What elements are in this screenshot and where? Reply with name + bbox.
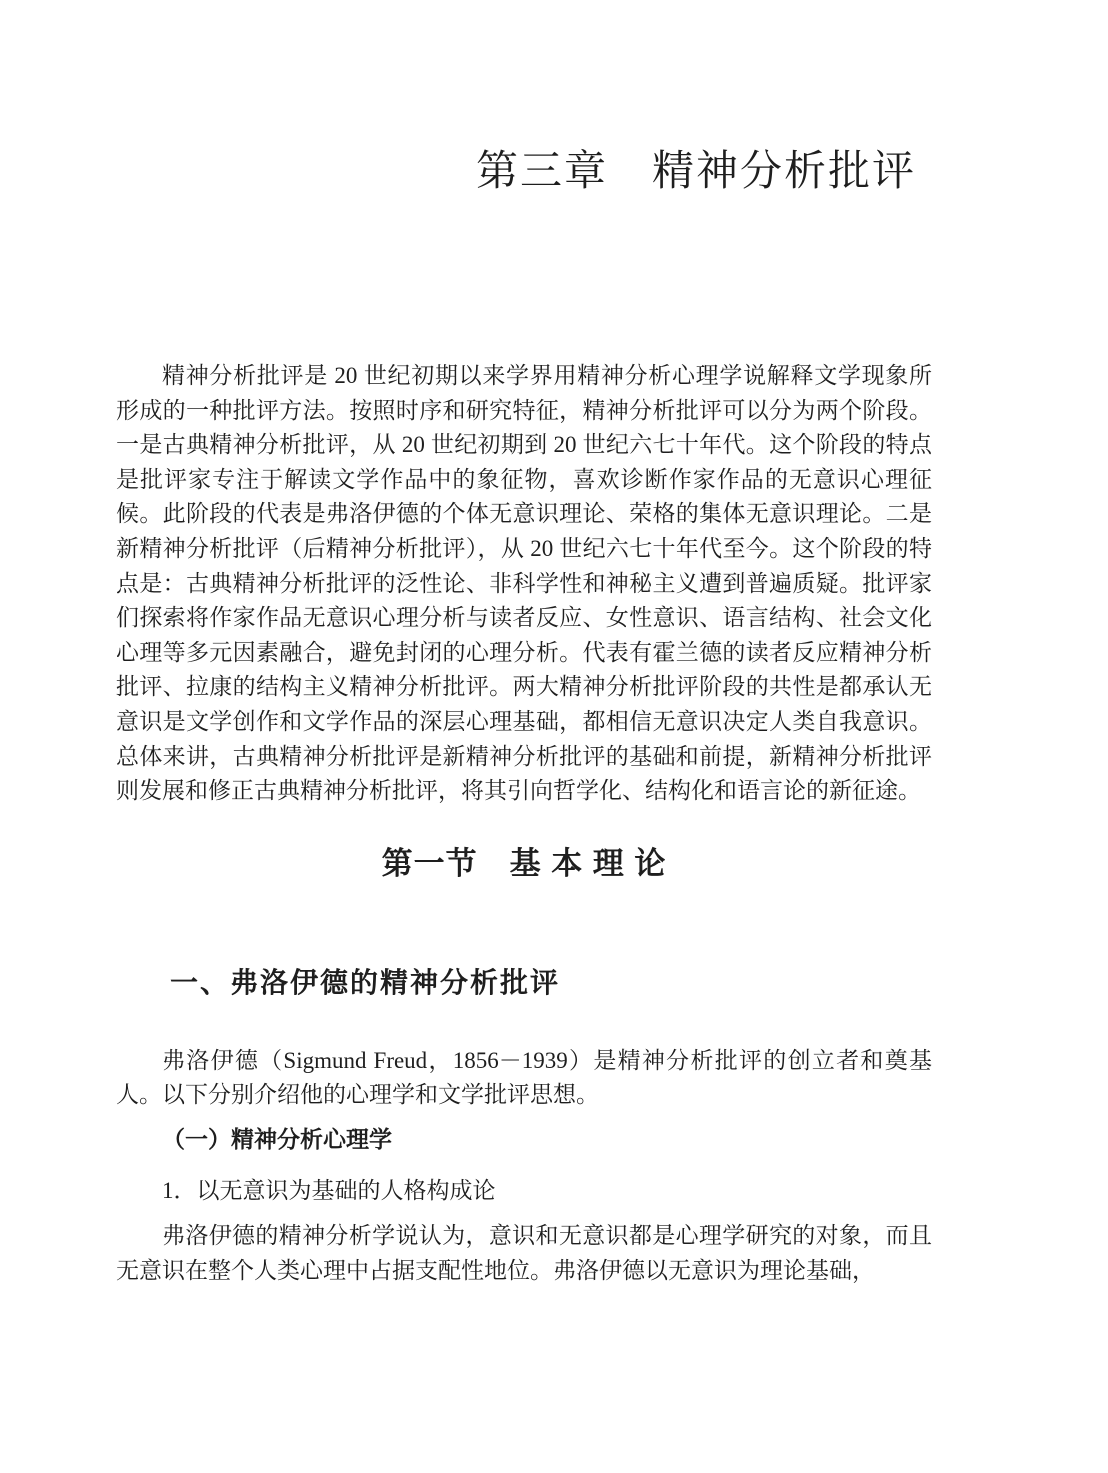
chapter-title: 第三章 精神分析批评: [475, 149, 916, 195]
intro-paragraph: 精神分析批评是 20 世纪初期以来学界用精神分析心理学说解释文学现象所形成的一种批评方法。按照时序和研究特征，精神分析批评可以分为两个阶段。一是古典精神分析批评，从 20 世纪初期到 20 世纪六七十年代。这个阶段的特点是批评家专注于解读文学作品中的象征物，喜欢诊断作家作品的无意识心理征候。此阶段的代表是弗洛伊德的个体无意识理论、荣格的集体无意识理论。二是新精神分析批评（后精神分析批评），从 20 世纪六七十年代至今。这个阶段的特点是：古典精神分析批评的泛性论、非科学性和神秘主义遭到普遍质疑。批评家们探索将作家作品无意识心理分析与读者反应、女性意识、语言结构、社会文化心理等多元因素融合，避免封闭的心理分析。代表有霍兰德的读者反应精神分析批评、拉康的结构主义精神分析批评。两大精神分析批评阶段的共性是都承认无意识是文学创作和文学作品的深层心理基础，都相信无意识决定人类自我意识。总体来讲，古典精神分析批评是新精神分析批评的基础和前提，新精神分析批评则发展和修正古典精神分析批评，将其引向哲学化、结构化和语言论的新征途。: [116, 363, 932, 804]
numbered-item-1: 1．以无意识为基础的人格构成论: [162, 1177, 496, 1203]
subsubsection-heading: （一）精神分析心理学: [162, 1125, 392, 1152]
subsection-heading: 一、弗洛伊德的精神分析批评: [170, 966, 561, 998]
freud-paragraph: 弗洛伊德（Sigmund Freud，1856－1939）是精神分析批评的创立者和奠基人。以下分别介绍他的心理学和文学批评思想。: [116, 1047, 932, 1108]
unconscious-paragraph: 弗洛伊德的精神分析学说认为，意识和无意识都是心理学研究的对象，而且无意识在整个人类心理中占据支配性地位。弗洛伊德以无意识为理论基础，: [116, 1222, 932, 1283]
section-heading: 第一节 基 本 理 论: [381, 845, 667, 881]
